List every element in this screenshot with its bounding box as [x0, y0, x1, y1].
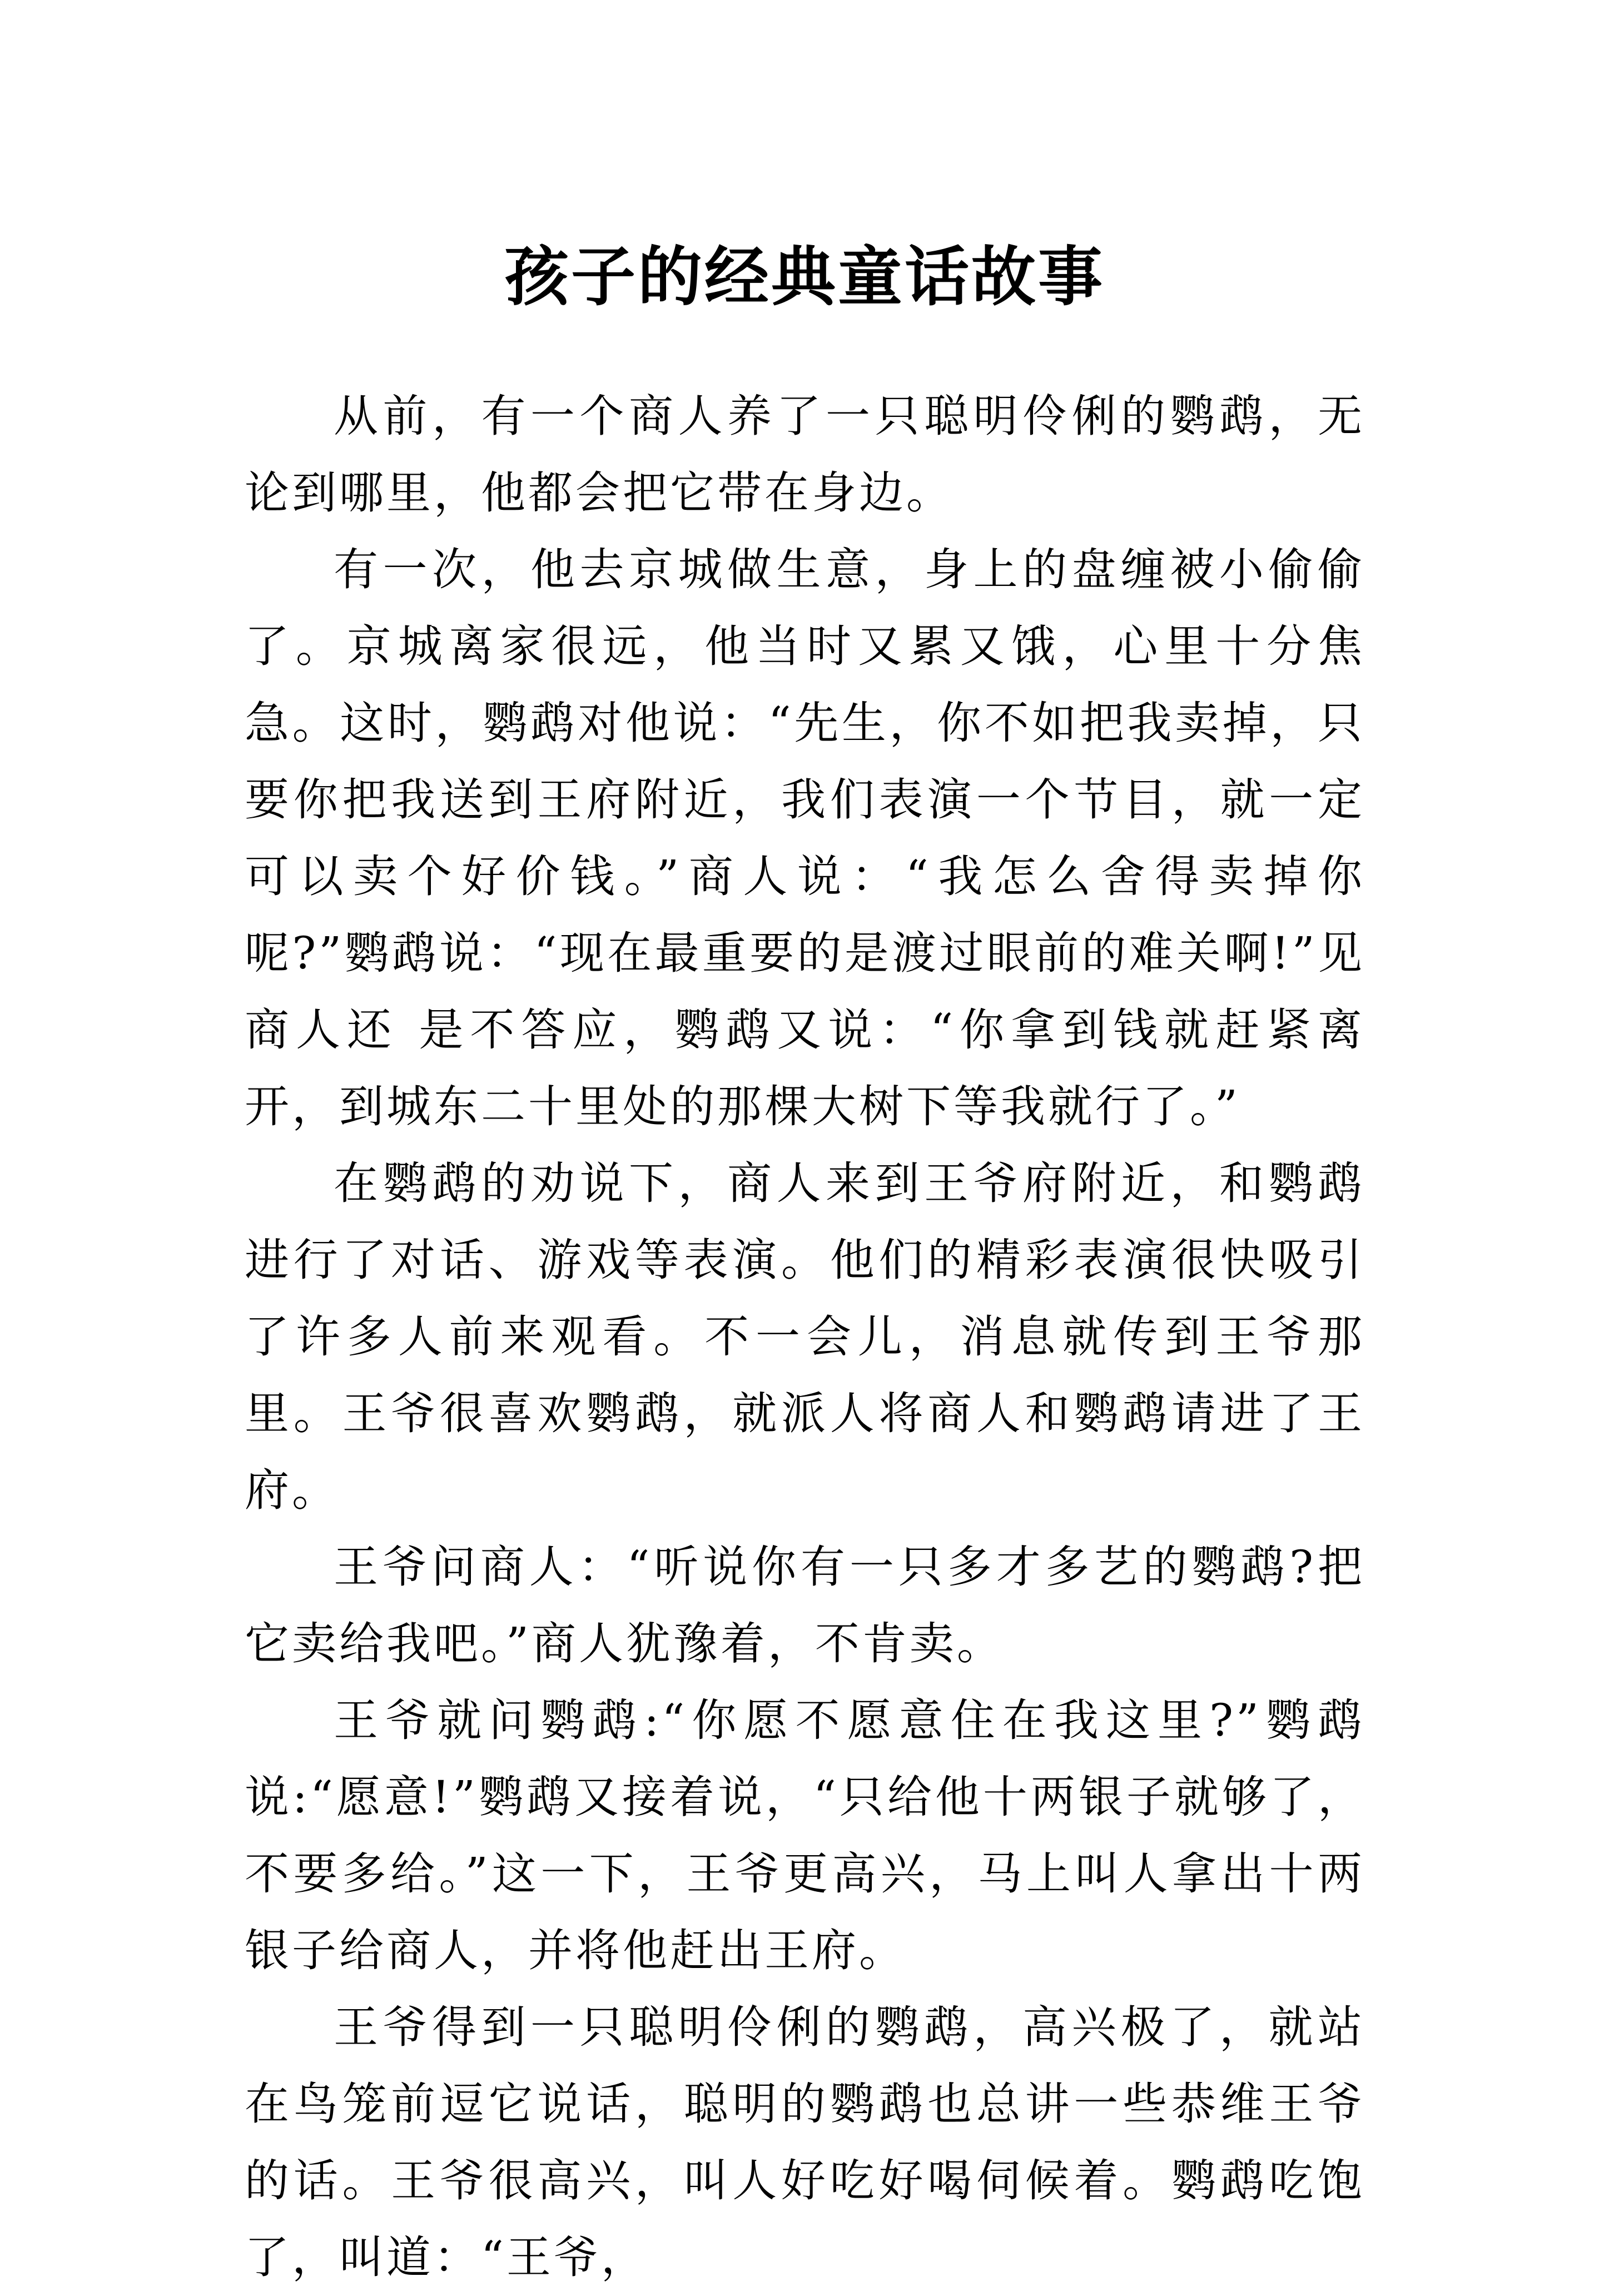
story-body: [245, 378, 1365, 2296]
paragraph-6: 王爷得到一只聪明伶俐的鹦鹉，高兴极了，就站在鸟笼前逗它说话，聪明的鹦鹉也总讲一些恭维王爷的话。王爷很高兴，叫人好吃好喝伺候着。鹦鹉吃饱了，叫道：“王爷，: [245, 2001, 1365, 2283]
paragraph-1: 从前，有一个商人养了一只聪明伶俐的鹦鹉，无论到哪里，他都会把它带在身边。: [245, 390, 1365, 519]
paragraph-2: 有一次，他去京城做生意，身上的盘缠被小偷偷了。京城离家很远，他当时又累又饿，心里十分焦急。这时，鹦鹉对他说：“先生，你不如把我卖掉，只要你把我送到王府附近，我们表演一个节目，就一定可以卖个好价钱。”商人说：“我怎么舍得卖掉你呢?”鹦鹉说：“现在最重要的是渡过眼前的难关啊!”见商人还 是不答应，鹦鹉又说：“你拿到钱就赶紧离开，到城东二十里处的那棵大树下等我就行了。”: [245, 544, 1365, 1132]
paragraph-4: 王爷问商人：“听说你有一只多才多艺的鹦鹉?把它卖给我吧。”商人犹豫着，不肯卖。: [245, 1541, 1365, 1669]
page-title: 孩子的经典童话故事: [504, 238, 1105, 315]
paragraph-3: 在鹦鹉的劝说下，商人来到王爷府附近，和鹦鹉进行了对话、游戏等表演。他们的精彩表演很快吸引了许多人前来观看。不一会儿，消息就传到王爷那里。王爷很喜欢鹦鹉，就派人将商人和鹦鹉请进了王府。: [245, 1157, 1365, 1516]
paragraph-5: 王爷就问鹦鹉:“你愿不愿意住在我这里?”鹦鹉说:“愿意!”鹦鹉又接着说，“只给他十两银子就够了，不要多给。”这一下，王爷更高兴，马上叫人拿出十两银子给商人，并将他赶出王府。: [245, 1694, 1365, 1976]
